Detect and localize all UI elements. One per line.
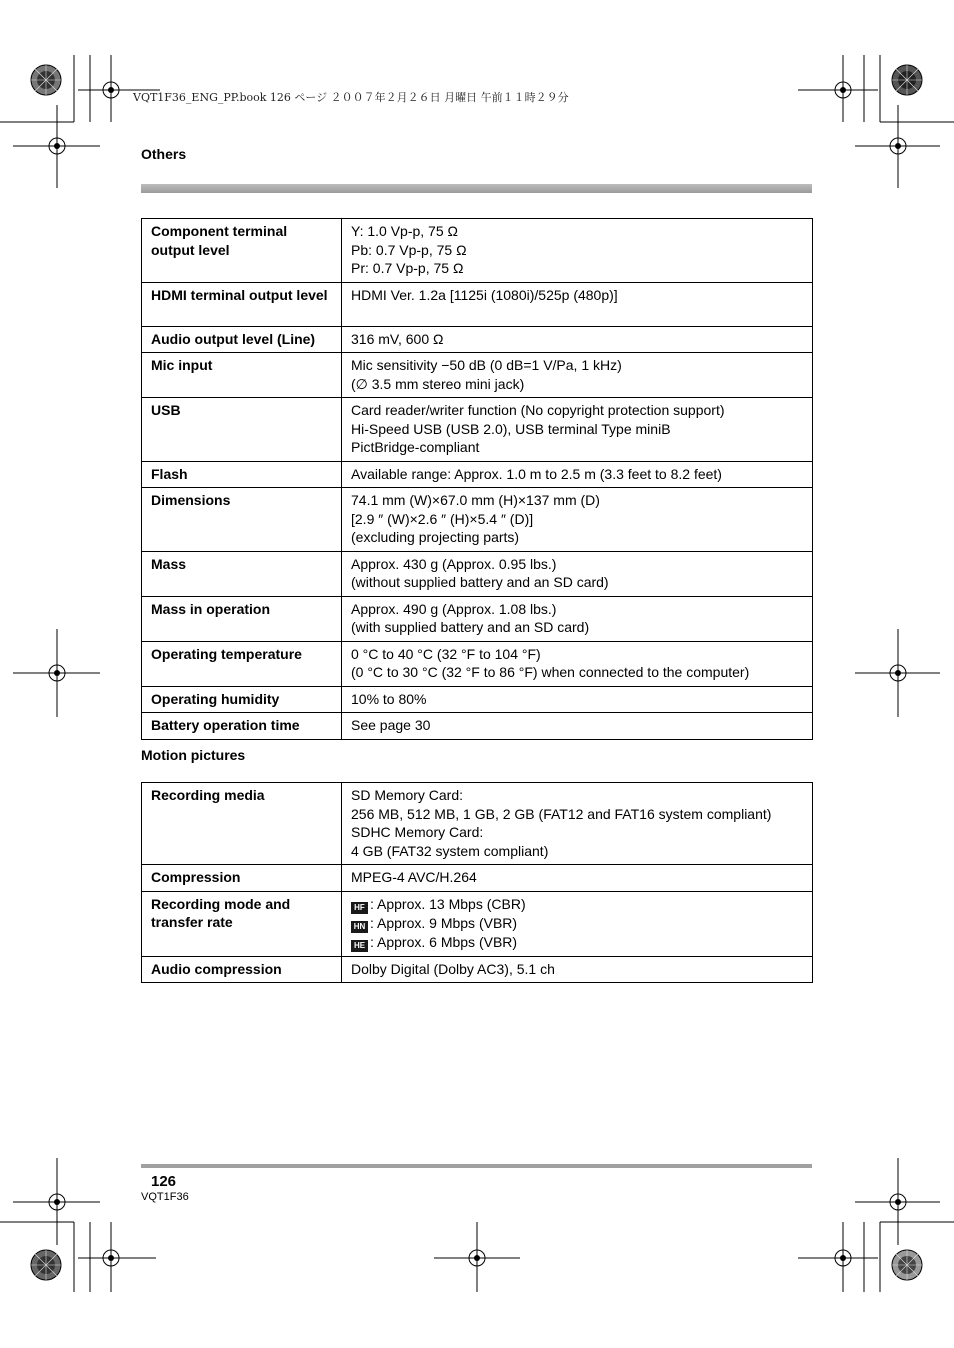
model-code: VQT1F36: [141, 1191, 189, 1203]
section-label: Others: [141, 146, 187, 162]
spec-label: Component terminal output level: [142, 219, 342, 283]
spec-value: 0 °C to 40 °C (32 °F to 104 °F) (0 °C to 30 °C (32 °F to 86 °F) when connected to the computer): [342, 641, 813, 686]
spec-label: HDMI terminal output level: [142, 282, 342, 326]
spec-value: 74.1 mm (W)×67.0 mm (H)×137 mm (D) [2.9 ″ (W)×2.6 ″ (H)×5.4 ″ (D)] (excluding projecting parts): [342, 488, 813, 552]
spec-label: Mic input: [142, 353, 342, 398]
spec-value: 316 mV, 600 Ω: [342, 326, 813, 353]
table-row: [142, 891, 813, 956]
table-row: [142, 461, 813, 488]
table-row: [142, 551, 813, 596]
spec-label: Battery operation time: [142, 713, 342, 740]
table-row: [142, 219, 813, 283]
spec-value: SD Memory Card: 256 MB, 512 MB, 1 GB, 2 GB (FAT12 and FAT16 system compliant) SDHC Memory Card: 4 GB (FAT32 system compliant): [342, 783, 813, 865]
spec-label: Flash: [142, 461, 342, 488]
spec-value: 10% to 80%: [342, 686, 813, 713]
spec-label: Mass in operation: [142, 596, 342, 641]
table-row: [142, 596, 813, 641]
spec-value: Mic sensitivity −50 dB (0 dB=1 V/Pa, 1 kHz) (∅ 3.5 mm stereo mini jack): [342, 353, 813, 398]
spec-value: See page 30: [342, 713, 813, 740]
spec-value: Y: 1.0 Vp-p, 75 Ω Pb: 0.7 Vp-p, 75 Ω Pr: 0.7 Vp-p, 75 Ω: [342, 219, 813, 283]
recording-mode-line: [351, 933, 803, 952]
mode-rate: : Approx. 9 Mbps (VBR): [370, 914, 518, 931]
spec-label: Audio output level (Line): [142, 326, 342, 353]
page-number: 126: [151, 1173, 177, 1190]
spec-label: Mass: [142, 551, 342, 596]
mode-rate: : Approx. 6 Mbps (VBR): [370, 933, 518, 950]
spec-value: [342, 891, 813, 956]
he-mode-icon: HE: [351, 940, 368, 952]
others-spec-table: [141, 218, 813, 740]
footer-rule: [141, 1164, 812, 1168]
table-row: [142, 686, 813, 713]
table-row: [142, 353, 813, 398]
spec-value: Available range: Approx. 1.0 m to 2.5 m (3.3 feet to 8.2 feet): [342, 461, 813, 488]
hn-mode-icon: HN: [351, 921, 368, 933]
spec-label: Recording media: [142, 783, 342, 865]
spec-label: Dimensions: [142, 488, 342, 552]
spec-label: USB: [142, 398, 342, 462]
table-row: [142, 865, 813, 892]
table-row: [142, 282, 813, 326]
spec-value: Approx. 430 g (Approx. 0.95 lbs.) (without supplied battery and an SD card): [342, 551, 813, 596]
spec-label: Audio compression: [142, 956, 342, 983]
spec-value: MPEG-4 AVC/H.264: [342, 865, 813, 892]
recording-mode-line: [351, 895, 803, 914]
spec-label: Operating humidity: [142, 686, 342, 713]
table-row: [142, 488, 813, 552]
motion-pictures-heading: Motion pictures: [141, 747, 246, 763]
table-row: [142, 641, 813, 686]
table-row: [142, 398, 813, 462]
spec-label: Operating temperature: [142, 641, 342, 686]
spec-value: Approx. 490 g (Approx. 1.08 lbs.) (with supplied battery and an SD card): [342, 596, 813, 641]
spec-label: Recording mode and transfer rate: [142, 891, 342, 956]
mode-rate: : Approx. 13 Mbps (CBR): [370, 895, 526, 912]
motion-spec-table: [141, 782, 813, 983]
spec-value: HDMI Ver. 1.2a [1125i (1080i)/525p (480p)]: [342, 282, 813, 326]
table-row: [142, 326, 813, 353]
table-row: [142, 956, 813, 983]
header-rule: [141, 184, 812, 193]
print-header: VQT1F36_ENG_PP.book 126 ページ ２００７年２月２６日 月曜日 午前１１時２９分: [133, 91, 569, 104]
spec-value: Dolby Digital (Dolby AC3), 5.1 ch: [342, 956, 813, 983]
spec-value: Card reader/writer function (No copyright protection support) Hi-Speed USB (USB 2.0), USB terminal Type miniB PictBridge-compliant: [342, 398, 813, 462]
table-row: [142, 783, 813, 865]
recording-mode-line: [351, 914, 803, 933]
hf-mode-icon: HF: [351, 902, 368, 914]
table-row: [142, 713, 813, 740]
spec-label: Compression: [142, 865, 342, 892]
